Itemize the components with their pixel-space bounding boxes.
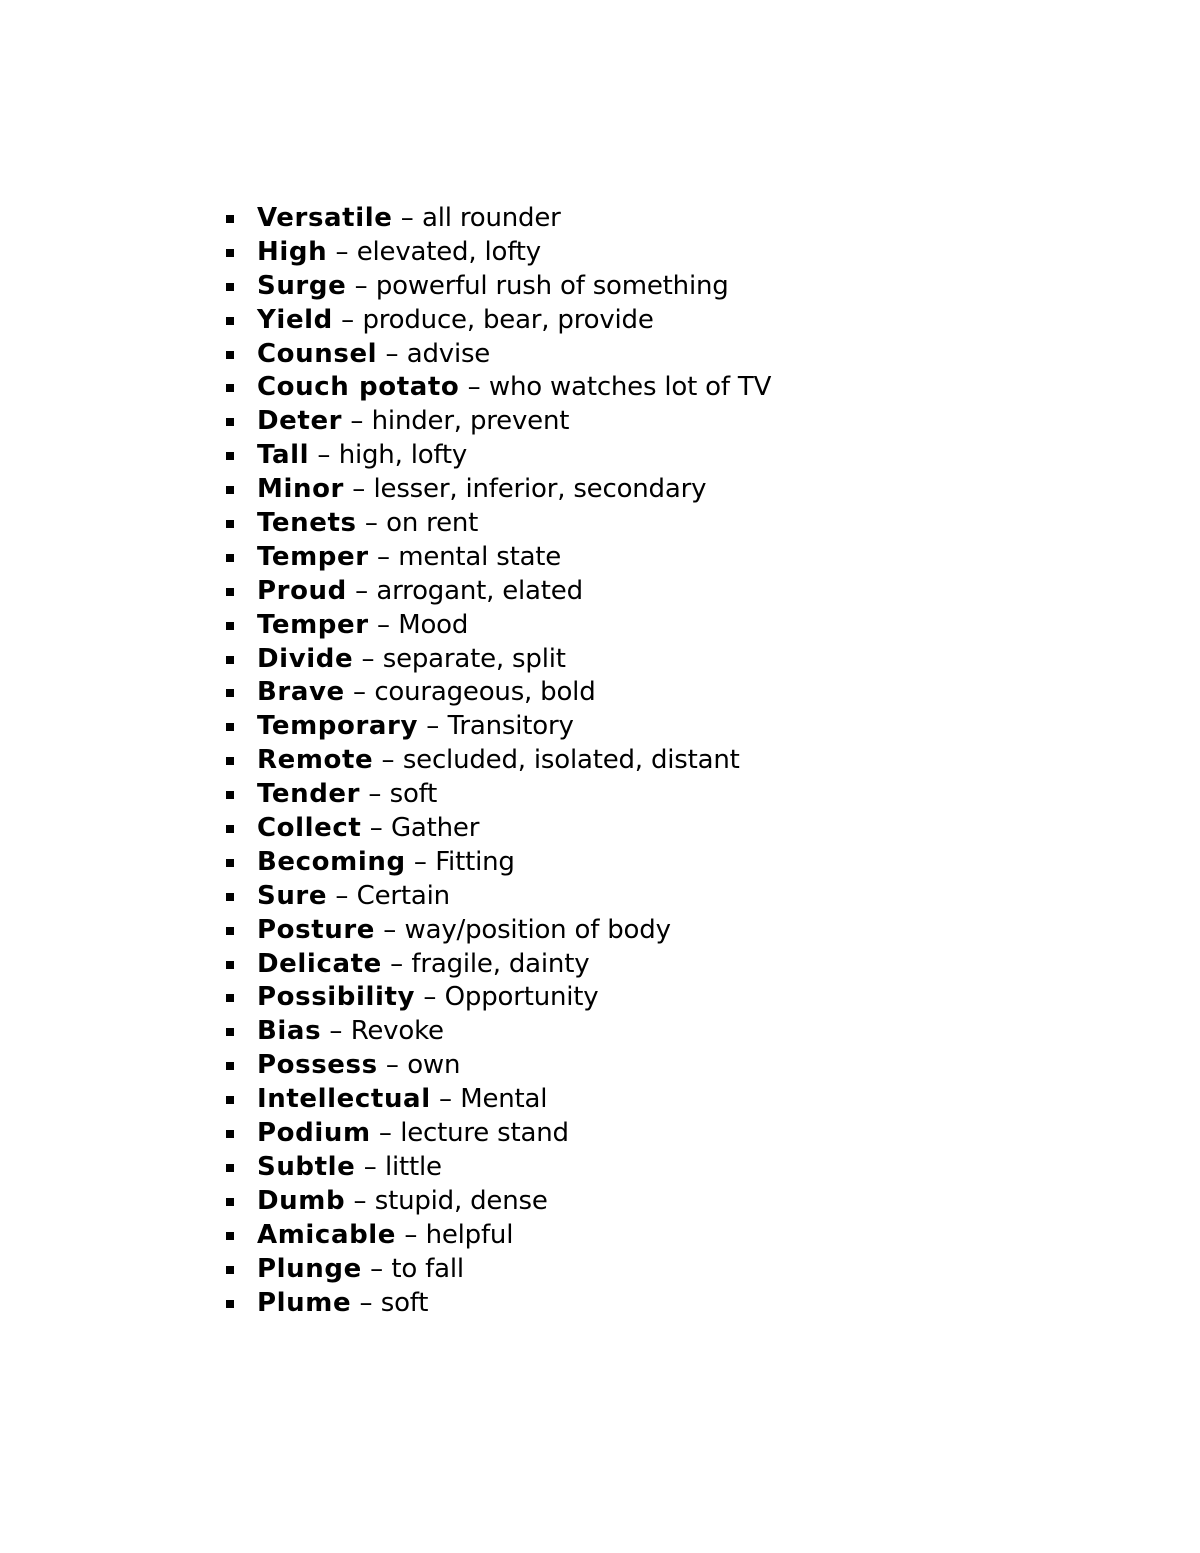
vocab-term: Tender [257,779,361,810]
square-bullet-icon [226,588,234,596]
vocab-term: Becoming [257,846,406,877]
list-item [222,1151,771,1185]
vocab-definition: fragile, dainty [411,948,590,979]
term-separator: – [400,203,414,233]
square-bullet-icon [226,859,234,867]
vocab-definition: separate, split [382,643,566,674]
term-separator: – [353,1185,367,1216]
vocab-term: Sure [257,880,328,911]
vocab-definition: Transitory [447,711,574,742]
square-bullet-icon [226,994,234,1002]
vocab-term: Temporary [257,711,419,742]
vocab-definition: Mental [460,1084,548,1115]
term-separator: – [404,1219,418,1250]
term-separator: – [426,711,440,742]
vocab-term: Podium [257,1118,371,1149]
square-bullet-icon [226,351,234,359]
list-item [222,1083,771,1117]
vocab-definition: mental state [398,541,562,572]
vocab-definition: Certain [356,880,450,911]
list-item [222,1253,771,1287]
vocab-definition: high, lofty [338,440,468,471]
vocab-term: Proud [257,575,347,606]
vocab-term: Possibility [257,982,416,1013]
vocab-term: Intellectual [257,1084,431,1115]
vocab-definition: lesser, inferior, secondary [373,474,707,505]
square-bullet-icon [226,1164,234,1172]
list-item [222,880,771,914]
vocab-definition: Opportunity [444,982,599,1013]
list-item [222,1117,771,1151]
square-bullet-icon [226,1266,234,1274]
list-item [222,1287,771,1321]
square-bullet-icon [226,1232,234,1240]
square-bullet-icon [226,1300,234,1308]
vocab-term: Delicate [257,948,382,979]
square-bullet-icon [226,249,234,257]
vocab-term: Subtle [257,1151,356,1182]
list-item [222,405,771,439]
list-item [222,507,771,541]
vocab-definition: Revoke [350,1016,444,1047]
square-bullet-icon [226,384,234,392]
term-separator: – [364,508,378,539]
square-bullet-icon [226,1028,234,1036]
vocabulary-list [222,202,771,1320]
list-item [222,541,771,575]
list-item [222,1049,771,1083]
vocab-definition: helpful [425,1219,514,1250]
list-item [222,1185,771,1219]
vocab-definition: lecture stand [400,1118,569,1149]
square-bullet-icon [226,1096,234,1104]
list-item [222,846,771,880]
vocab-definition: who watches lot of TV [488,372,772,403]
list-item [222,643,771,677]
term-separator: – [363,1151,377,1182]
vocab-term: Plume [257,1287,352,1318]
vocab-definition: elevated, lofty [356,236,541,267]
square-bullet-icon [226,215,234,223]
vocab-term: Remote [257,745,374,776]
term-separator: – [413,846,427,877]
list-item [222,304,771,338]
vocab-term: Amicable [257,1219,397,1250]
vocab-term: Couch potato [257,372,460,403]
square-bullet-icon [226,520,234,528]
square-bullet-icon [226,791,234,799]
vocab-term: Posture [257,914,375,945]
term-separator: – [376,609,390,640]
list-item [222,710,771,744]
vocab-definition: arrogant, elated [376,575,583,606]
term-separator: – [385,1050,399,1081]
vocab-definition: Mood [398,609,469,640]
term-separator: – [361,643,375,674]
term-separator: – [467,372,481,403]
square-bullet-icon [226,689,234,697]
list-item [222,473,771,507]
vocab-term: Tall [257,440,310,471]
vocab-term: Temper [257,541,369,572]
list-item [222,609,771,643]
term-separator: – [359,1287,373,1318]
vocab-term: Bias [257,1016,322,1047]
square-bullet-icon [226,1130,234,1138]
vocab-definition: little [384,1151,442,1182]
vocab-term: Possess [257,1050,378,1081]
vocab-definition: to fall [391,1253,464,1284]
square-bullet-icon [226,554,234,562]
vocab-term: Tenets [257,508,357,539]
vocab-term: Deter [257,406,343,437]
vocab-term: Surge [257,270,347,301]
vocab-definition: advise [406,338,491,369]
term-separator: – [381,745,395,776]
vocab-term: Minor [257,474,344,505]
square-bullet-icon [226,418,234,426]
term-separator: – [376,541,390,572]
vocab-term: High [257,236,328,267]
vocab-definition: own [407,1050,461,1081]
vocab-term: Dumb [257,1185,346,1216]
list-item [222,676,771,710]
vocab-definition: on rent [386,508,479,539]
vocab-definition: Gather [390,813,480,844]
term-separator: – [378,1118,392,1149]
term-separator: – [335,880,349,911]
term-separator: – [335,236,349,267]
vocab-definition: hinder, prevent [371,406,570,437]
square-bullet-icon [226,317,234,325]
term-separator: – [370,1253,384,1284]
list-item [222,981,771,1015]
term-separator: – [353,677,367,708]
list-item [222,575,771,609]
term-separator: – [354,270,368,301]
list-item [222,778,771,812]
vocab-definition: soft [380,1287,429,1318]
vocab-term: Divide [257,643,354,674]
square-bullet-icon [226,825,234,833]
vocab-term: Temper [257,609,369,640]
list-item [222,1015,771,1049]
term-separator: – [317,440,331,471]
term-separator: – [385,338,399,369]
term-separator: – [390,948,404,979]
vocab-term: Plunge [257,1253,362,1284]
vocab-definition: courageous, bold [374,677,596,708]
term-separator: – [368,779,382,810]
term-separator: – [352,474,366,505]
list-item [222,744,771,778]
list-item [222,338,771,372]
square-bullet-icon [226,893,234,901]
term-separator: – [341,304,355,335]
vocab-term: Brave [257,677,345,708]
square-bullet-icon [226,927,234,935]
term-separator: – [355,575,369,606]
list-item [222,236,771,270]
list-item [222,371,771,405]
square-bullet-icon [226,486,234,494]
vocab-definition: produce, bear, provide [362,304,654,335]
square-bullet-icon [226,622,234,630]
vocab-definition: secluded, isolated, distant [402,745,740,776]
list-item [222,812,771,846]
vocab-term: Versatile [257,203,393,233]
list-item [222,914,771,948]
list-item [222,439,771,473]
square-bullet-icon [226,961,234,969]
vocab-definition: way/position of body [404,914,671,945]
vocab-definition: Fitting [435,846,515,877]
vocab-definition: powerful rush of something [375,270,729,301]
term-separator: – [329,1016,343,1047]
square-bullet-icon [226,1198,234,1206]
vocab-definition: all rounder [422,203,561,233]
term-separator: – [350,406,364,437]
vocab-term: Collect [257,813,362,844]
vocab-definition: soft [389,779,438,810]
square-bullet-icon [226,723,234,731]
square-bullet-icon [226,1062,234,1070]
square-bullet-icon [226,452,234,460]
term-separator: – [383,914,397,945]
list-item [222,270,771,304]
vocab-term: Yield [257,304,333,335]
square-bullet-icon [226,757,234,765]
vocab-definition: stupid, dense [374,1185,548,1216]
term-separator: – [369,813,383,844]
square-bullet-icon [226,283,234,291]
list-item [222,948,771,982]
list-item [222,202,771,236]
term-separator: – [423,982,437,1013]
term-separator: – [438,1084,452,1115]
list-item [222,1219,771,1253]
square-bullet-icon [226,656,234,664]
vocab-term: Counsel [257,338,378,369]
